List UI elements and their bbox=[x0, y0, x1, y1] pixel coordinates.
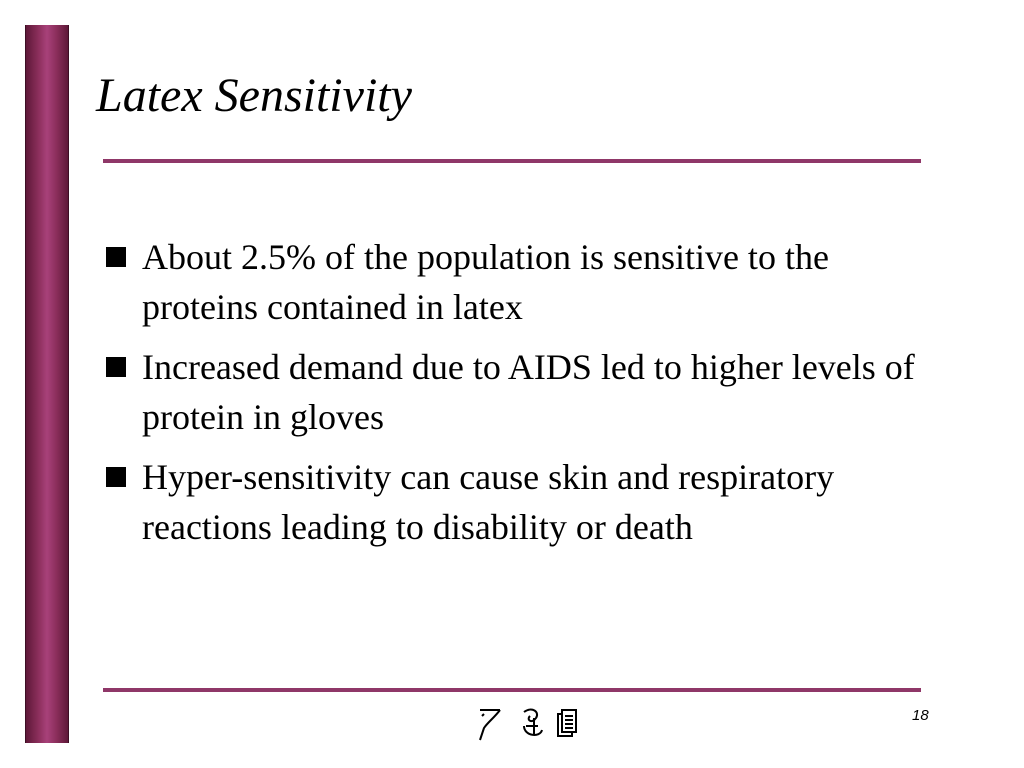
footer-symbols-graphic bbox=[466, 700, 586, 744]
bullet-list bbox=[106, 232, 926, 562]
square-bullet-icon bbox=[106, 357, 126, 377]
footer-symbols bbox=[466, 700, 586, 744]
title-divider bbox=[103, 159, 921, 163]
hourglass-icon bbox=[480, 710, 500, 740]
bullet-item bbox=[106, 452, 926, 552]
left-accent-bar bbox=[25, 25, 69, 743]
slide-title: Latex Sensitivity bbox=[96, 69, 412, 122]
bullet-text: About 2.5% of the population is sensitive to the proteins contained in latex bbox=[142, 237, 829, 327]
bullet-item bbox=[106, 342, 926, 442]
bullet-text: Increased demand due to AIDS led to higher levels of protein in gloves bbox=[142, 347, 915, 437]
page-number: 18 bbox=[912, 707, 929, 724]
square-bullet-icon bbox=[106, 467, 126, 487]
notes-icon bbox=[558, 710, 576, 736]
square-bullet-icon bbox=[106, 247, 126, 267]
footer-divider bbox=[103, 688, 921, 692]
bullet-item bbox=[106, 232, 926, 332]
scroll-icon bbox=[524, 710, 542, 735]
bullet-text: Hyper-sensitivity can cause skin and respiratory reactions leading to disability or death bbox=[142, 457, 835, 547]
